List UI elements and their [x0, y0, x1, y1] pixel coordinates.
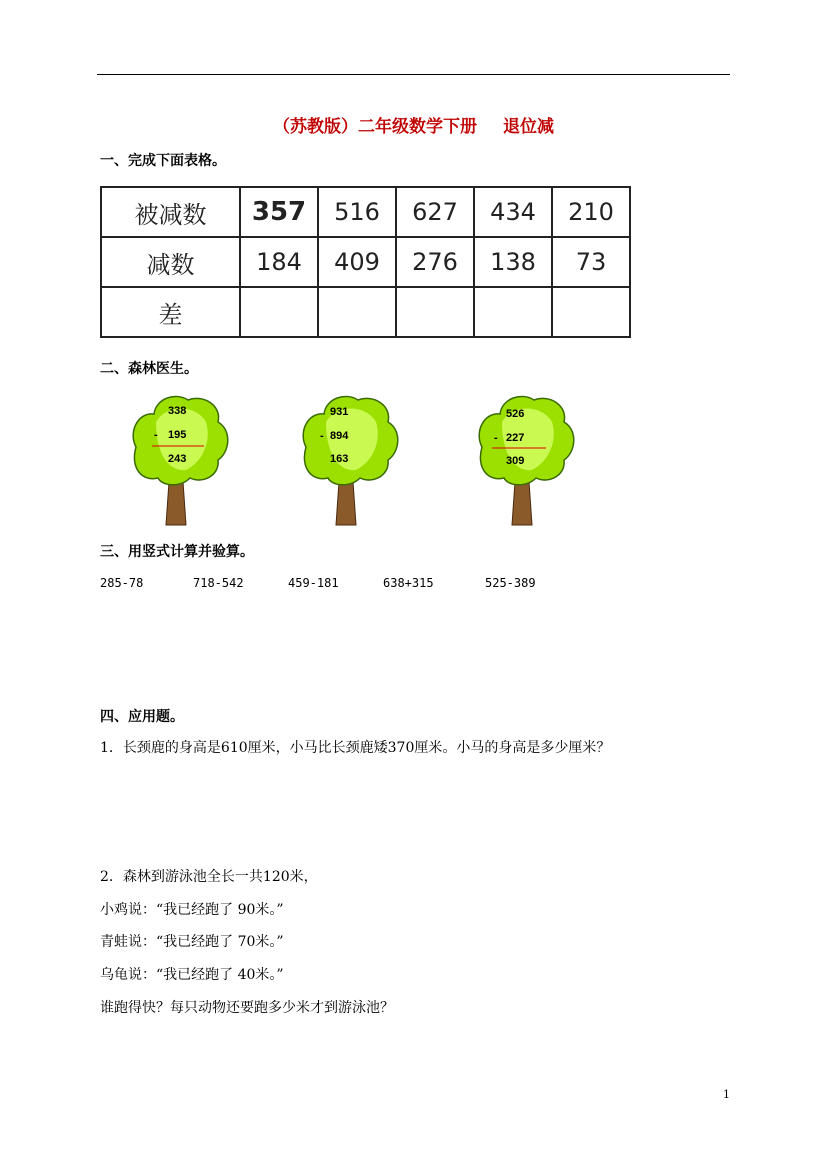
question-2-question: 谁跑得快？每只动物还要跑多少米才到游泳池？	[100, 1000, 394, 1016]
answer-cell[interactable]	[318, 287, 396, 337]
minus-sign: -	[320, 430, 324, 442]
section1-heading: 一、完成下面表格。	[100, 153, 226, 169]
row-label: 差	[101, 287, 240, 337]
subtrahend: 195	[168, 429, 187, 441]
question-2-intro: 2．森林到游泳池全长一共120米，	[100, 869, 318, 885]
tree-1	[126, 392, 236, 527]
difference: 163	[330, 453, 349, 465]
minus-sign: -	[154, 429, 158, 441]
subtrahend: 894	[330, 430, 349, 442]
question-2-line: 乌龟说：“我已经跑了 40米。”	[100, 967, 284, 983]
answer-cell[interactable]	[552, 287, 630, 337]
row-label: 减数	[101, 237, 240, 287]
table-cell: 210	[552, 187, 630, 237]
title-main: （苏教版）二年级数学下册	[273, 117, 477, 137]
answer-cell[interactable]	[474, 287, 552, 337]
expression: 459-181	[288, 576, 339, 590]
expression: 638+315	[383, 576, 434, 590]
expression: 718-542	[193, 576, 244, 590]
table-cell: 409	[318, 237, 396, 287]
question-2-line: 小鸡说：“我已经跑了 90米。”	[100, 902, 284, 918]
table-cell: 434	[474, 187, 552, 237]
table-row	[101, 187, 630, 237]
subtrahend: 227	[506, 432, 525, 444]
tree-icon	[296, 392, 406, 527]
table-cell: 357	[240, 187, 318, 237]
table-cell: 73	[552, 237, 630, 287]
answer-cell[interactable]	[396, 287, 474, 337]
table-cell: 138	[474, 237, 552, 287]
section2-heading: 二、森林医生。	[100, 361, 198, 377]
section3-heading: 三、用竖式计算并验算。	[100, 544, 254, 560]
expression: 525-389	[485, 576, 536, 590]
table-row	[101, 237, 630, 287]
minus-sign: -	[494, 432, 498, 444]
subtraction-table	[100, 186, 631, 338]
table-cell: 627	[396, 187, 474, 237]
table-cell: 516	[318, 187, 396, 237]
section4-heading: 四、应用题。	[100, 709, 184, 725]
header-rule	[97, 74, 730, 75]
tree-2	[296, 392, 406, 527]
difference: 309	[506, 455, 525, 467]
question-1: 1．长颈鹿的身高是610厘米，小马比长颈鹿矮370厘米。小马的身高是多少厘米？	[100, 740, 611, 756]
table-cell: 184	[240, 237, 318, 287]
table-cell: 276	[396, 237, 474, 287]
expression: 285-78	[100, 576, 144, 590]
page-title	[0, 112, 827, 137]
page-number: 1	[723, 1088, 730, 1101]
answer-cell[interactable]	[240, 287, 318, 337]
title-topic: 退位减	[503, 117, 554, 137]
minuend: 338	[168, 405, 187, 417]
difference: 243	[168, 453, 187, 465]
minuend: 931	[330, 406, 349, 418]
tree-icon	[472, 392, 582, 527]
tree-3	[472, 392, 582, 527]
table-row	[101, 287, 630, 337]
row-label: 被减数	[101, 187, 240, 237]
question-2-line: 青蛙说：“我已经跑了 70米。”	[100, 934, 284, 950]
minuend: 526	[506, 408, 525, 420]
